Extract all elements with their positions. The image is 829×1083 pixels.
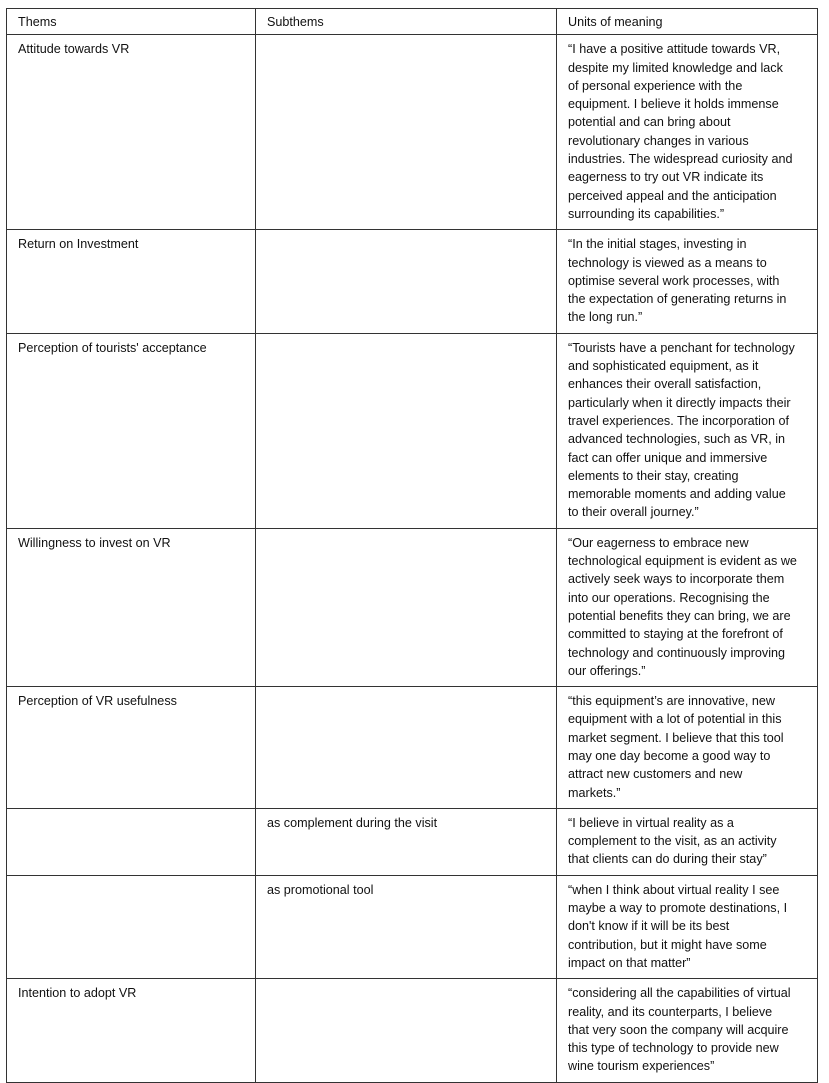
header-themes: Thems	[7, 9, 256, 35]
quote-line: committed to staying at the forefront of	[568, 627, 783, 642]
table-row	[7, 35, 818, 230]
quote-line: industries. The widespread curiosity and	[568, 152, 793, 167]
table-row	[7, 979, 818, 1082]
quote-line: memorable moments and adding value	[568, 487, 786, 502]
quote-line: complement to the visit, as an activity	[568, 834, 777, 849]
subtheme-cell	[256, 333, 557, 528]
quote-line: potential and can bring about	[568, 115, 731, 130]
subtheme-cell	[256, 35, 557, 230]
quote-line: optimise several work processes, with	[568, 273, 780, 288]
quote-line: contribution, but it might have some	[568, 937, 767, 952]
quote-line: actively seek ways to incorporate them	[568, 572, 785, 587]
subtheme-cell	[256, 979, 557, 1082]
units-of-meaning-cell	[557, 528, 818, 686]
quote-line: “Tourists have a penchant for technology	[568, 340, 795, 355]
quote-line: market segment. I believe that this tool	[568, 730, 784, 745]
units-of-meaning-cell	[557, 333, 818, 528]
table-row	[7, 333, 818, 528]
quote-line: the expectation of generating returns in	[568, 292, 787, 307]
quote-line: “I have a positive attitude towards VR,	[568, 42, 781, 57]
quote-line: “this equipment’s are innovative, new	[568, 694, 775, 709]
theme-cell: Return on Investment	[7, 230, 256, 333]
quote-line: wine tourism experiences”	[568, 1059, 715, 1074]
quote-line: may one day become a good way to	[568, 748, 771, 763]
quote-line: of personal experience with the	[568, 78, 743, 93]
quote-line: “considering all the capabilities of virtual	[568, 986, 791, 1001]
theme-cell	[7, 808, 256, 875]
theme-cell: Perception of tourists' acceptance	[7, 333, 256, 528]
quote-line: don't know if it will be its best	[568, 919, 730, 934]
units-of-meaning-cell	[557, 687, 818, 809]
subtheme-cell: as promotional tool	[256, 875, 557, 978]
quote-line: and sophisticated equipment, as it	[568, 359, 759, 374]
quote-line: elements to their stay, creating	[568, 468, 739, 483]
table-row	[7, 230, 818, 333]
table-row	[7, 808, 818, 875]
quote-line: reality, and its counterparts, I believe	[568, 1004, 773, 1019]
quote-line: markets.”	[568, 785, 621, 800]
theme-cell	[7, 875, 256, 978]
quote-line: fact can offer unique and immersive	[568, 450, 768, 465]
quote-line: “when I think about virtual reality I see	[568, 882, 780, 897]
quote-line: travel experiences. The incorporation of	[568, 413, 789, 428]
quote-line: “In the initial stages, investing in	[568, 237, 747, 252]
quote-line: technological equipment is evident as we	[568, 554, 797, 569]
quote-line: equipment. I believe it holds immense	[568, 97, 779, 112]
table-header-row	[7, 9, 818, 35]
header-units-of-meaning: Units of meaning	[557, 9, 818, 35]
theme-cell: Attitude towards VR	[7, 35, 256, 230]
quote-line: into our operations. Recognising the	[568, 590, 770, 605]
quote-line: eagerness to try out VR indicate its	[568, 170, 764, 185]
units-of-meaning-cell	[557, 979, 818, 1082]
theme-cell: Intention to adopt VR	[7, 979, 256, 1082]
quote-line: revolutionary changes in various	[568, 133, 749, 148]
quote-line: perceived appeal and the anticipation	[568, 188, 777, 203]
units-of-meaning-cell	[557, 808, 818, 875]
quote-line: that very soon the company will acquire	[568, 1022, 789, 1037]
quote-line: to their overall journey.”	[568, 505, 699, 520]
subtheme-cell	[256, 687, 557, 809]
quote-line: the long run.”	[568, 310, 643, 325]
units-of-meaning-cell	[557, 35, 818, 230]
theme-cell: Perception of VR usefulness	[7, 687, 256, 809]
quote-line: our offerings.”	[568, 663, 646, 678]
quote-line: surrounding its capabilities.”	[568, 206, 725, 221]
quote-line: that clients can do during their stay”	[568, 852, 767, 867]
themes-table	[6, 8, 818, 1083]
quote-line: equipment with a lot of potential in this	[568, 712, 782, 727]
units-of-meaning-cell	[557, 875, 818, 978]
theme-cell: Willingness to invest on VR	[7, 528, 256, 686]
units-of-meaning-cell	[557, 230, 818, 333]
quote-line: “I believe in virtual reality as a	[568, 815, 734, 830]
quote-line: impact on that matter”	[568, 955, 691, 970]
header-subthemes: Subthems	[256, 9, 557, 35]
quote-line: advanced technologies, such as VR, in	[568, 432, 786, 447]
quote-line: technology is viewed as a means to	[568, 255, 767, 270]
table-row	[7, 875, 818, 978]
quote-line: attract new customers and new	[568, 767, 743, 782]
quote-line: potential benefits they can bring, we are	[568, 608, 791, 623]
quote-line: maybe a way to promote destinations, I	[568, 901, 788, 916]
quote-line: despite my limited knowledge and lack	[568, 60, 783, 75]
subtheme-cell	[256, 528, 557, 686]
subtheme-cell	[256, 230, 557, 333]
table-row	[7, 687, 818, 809]
quote-line: enhances their overall satisfaction,	[568, 377, 762, 392]
quote-line: technology and continuously improving	[568, 645, 786, 660]
table-row	[7, 528, 818, 686]
quote-line: this type of technology to provide new	[568, 1041, 779, 1056]
quote-line: particularly when it directly impacts their	[568, 395, 791, 410]
subtheme-cell: as complement during the visit	[256, 808, 557, 875]
quote-line: “Our eagerness to embrace new	[568, 535, 749, 550]
